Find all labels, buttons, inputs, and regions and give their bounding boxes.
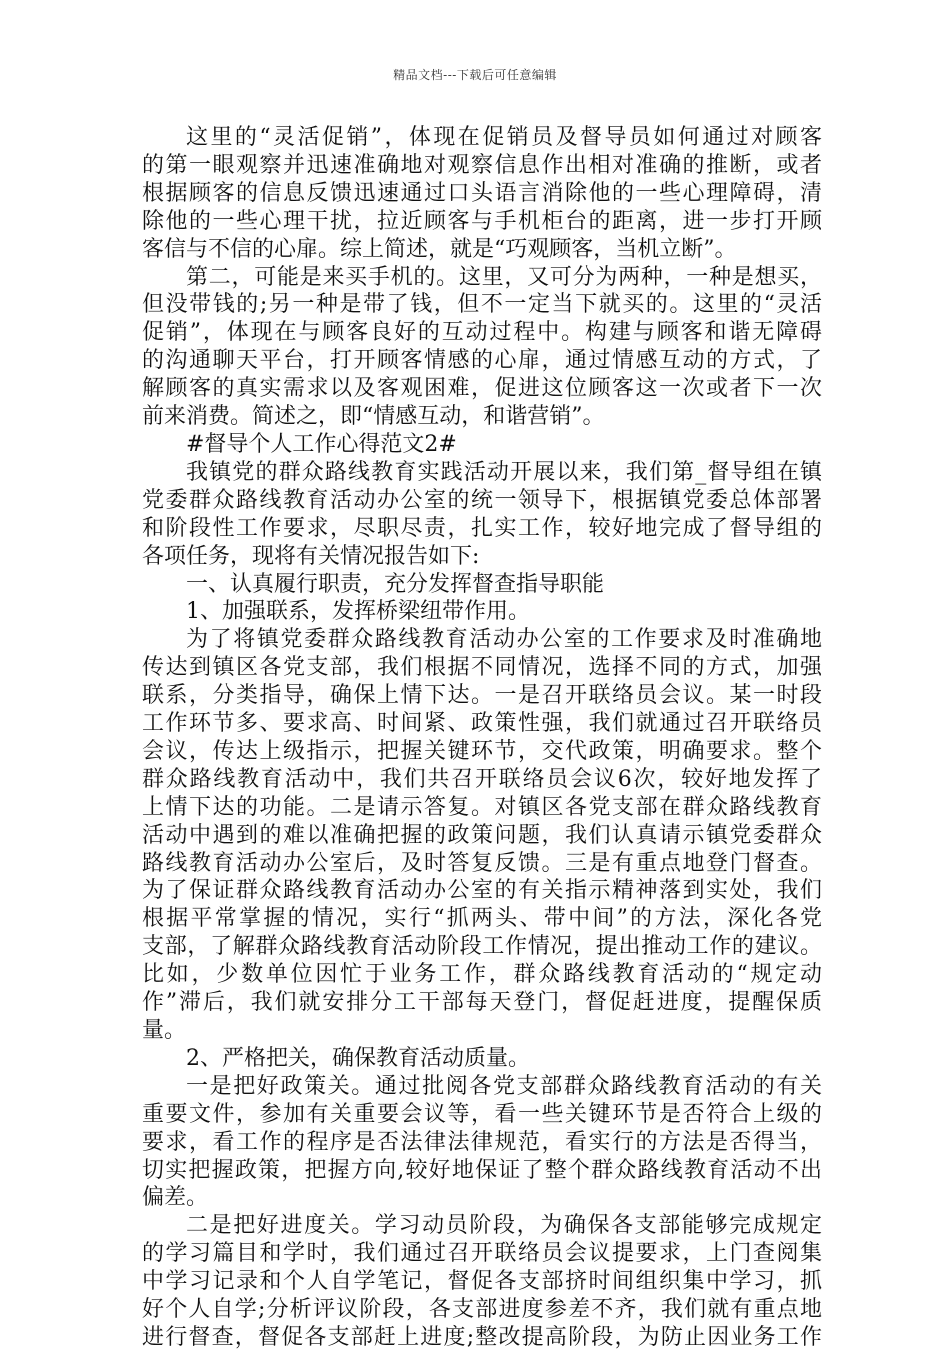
text-line: 切实把握政策，把握方向,较好地保证了整个群众路线教育活动不出 [142, 1157, 822, 1183]
text-line: 促销”，体现在与顾客良好的互动过程中。构建与顾客和谐无障碍 [142, 320, 822, 346]
text-line: 上情下达的功能。二是请示答复。对镇区各党支部在群众路线教育 [142, 794, 822, 820]
text-line: 活动中遇到的难以准确把握的政策问题，我们认真请示镇党委群众 [142, 822, 822, 848]
text-line: 2、严格把关，确保教育活动质量。 [186, 1045, 530, 1071]
text-line: 的学习篇目和学时，我们通过召开联络员会议提要求，上门查阅集 [142, 1241, 822, 1267]
text-line: 中学习记录和个人自学笔记，督促各支部挤时间组织集中学习，抓 [142, 1269, 822, 1295]
text-line: 偏差。 [142, 1185, 209, 1211]
text-line: 根据平常掌握的情况，实行“抓两头、带中间”的方法，深化各党 [142, 906, 822, 932]
text-line: 我镇党的群众路线教育实践活动开展以来，我们第_督导组在镇 [186, 459, 822, 485]
text-line: 会议，传达上级指示，把握关键环节，交代政策，明确要求。整个 [142, 738, 822, 764]
document-body [142, 124, 822, 1352]
text-line: 为了保证群众路线教育活动办公室的有关指示精神落到实处，我们 [142, 878, 822, 904]
text-line: 根据顾客的信息反馈迅速通过口头语言消除他的一些心理障碍，清 [142, 180, 822, 206]
text-line: 路线教育活动办公室后，及时答复反馈。三是有重点地登门督查。 [142, 850, 822, 876]
text-line: 1、加强联系，发挥桥梁纽带作用。 [186, 599, 530, 625]
text-line: 工作环节多、要求高、时间紧、政策性强，我们就通过召开联络员 [142, 711, 822, 737]
text-line: 一、认真履行职责，充分发挥督查指导职能 [186, 571, 605, 597]
text-line: 量。 [142, 1018, 187, 1043]
text-line: 二是把好进度关。学习动员阶段，为确保各支部能够完成规定 [186, 1213, 822, 1239]
text-line: 党委群众路线教育活动办公室的统一领导下，根据镇党委总体部署 [142, 487, 822, 513]
text-line: 这里的“灵活促销”，体现在促销员及督导员如何通过对顾客 [186, 125, 822, 150]
text-line: #督导个人工作心得范文2# [186, 431, 457, 457]
text-line: 传达到镇区各党支部，我们根据不同情况，选择不同的方式，加强 [142, 655, 822, 681]
text-line: 除他的一些心理干扰，拉近顾客与手机柜台的距离，进一步打开顾 [142, 208, 822, 234]
text-line: 的第一眼观察并迅速准确地对观察信息作出相对准确的推断，或者 [142, 152, 822, 178]
text-line: 客信与不信的心扉。综上简述，就是“巧观顾客，当机立断”。 [142, 236, 737, 262]
text-line: 但没带钱的;另一种是带了钱，但不一定当下就买的。这里的“灵活 [142, 292, 822, 318]
text-line: 好个人自学;分析评议阶段，各支部进度参差不齐，我们就有重点地 [142, 1297, 822, 1323]
text-line: 一是把好政策关。通过批阅各党支部群众路线教育活动的有关 [186, 1073, 822, 1099]
text-line: 重要文件，参加有关重要会议等，看一些关键环节是否符合上级的 [142, 1101, 822, 1127]
text-line: 联系，分类指导，确保上情下达。一是召开联络员会议。某一时段 [142, 683, 822, 709]
text-line: 作”滞后，我们就安排分工干部每天登门，督促赶进度，提醒保质 [142, 990, 822, 1016]
text-line: 解顾客的真实需求以及客观困难，促进这位顾客这一次或者下一次 [142, 376, 822, 402]
text-line: 比如，少数单位因忙于业务工作，群众路线教育活动的“规定动 [142, 962, 822, 988]
text-line: 为了将镇党委群众路线教育活动办公室的工作要求及时准确地 [186, 627, 822, 653]
text-line: 群众路线教育活动中，我们共召开联络员会议6次，较好地发挥了 [142, 766, 822, 792]
text-line: 的沟通聊天平台，打开顾客情感的心扉，通过情感互动的方式，了 [142, 348, 822, 374]
text-line: 进行督查，督促各支部赶上进度;整改提高阶段，为防止因业务工作 [142, 1324, 822, 1350]
text-line: 各项任务，现将有关情况报告如下: [142, 543, 480, 569]
text-line: 第二，可能是来买手机的。这里，又可分为两种，一种是想买， [186, 264, 822, 290]
text-line: 要求，看工作的程序是否法律法律规范，看实行的方法是否得当， [142, 1129, 822, 1155]
text-line: 支部，了解群众路线教育活动阶段工作情况，提出推动工作的建议。 [142, 934, 822, 960]
page-header: 精品文档---下载后可任意编辑 [393, 68, 557, 82]
text-line: 前来消费。简述之，即“情感互动，和谐营销”。 [142, 404, 605, 430]
text-line: 和阶段性工作要求，尽职尽责，扎实工作，较好地完成了督导组的 [142, 515, 822, 541]
